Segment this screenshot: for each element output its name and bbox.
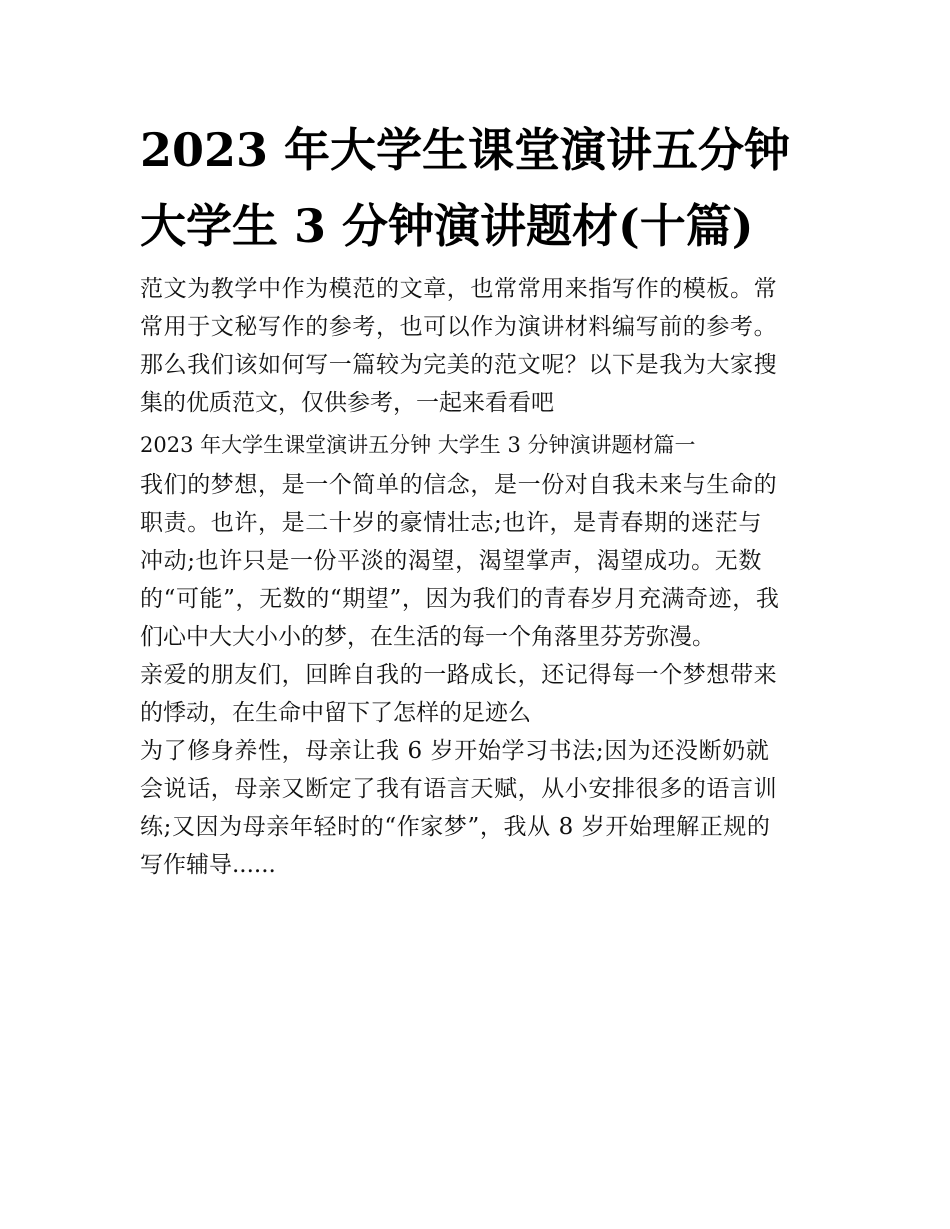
body-paragraph-1 — [140, 466, 812, 656]
title-line-1: 2023 年大学生课堂演讲五分钟 — [140, 123, 791, 177]
title-line-2: 大学生 3 分钟演讲题材(十篇) — [140, 199, 754, 253]
paragraph-line: 练;又因为母亲年轻时的“作家梦”，我从 8 岁开始理解正规的 — [140, 814, 771, 840]
paragraph-line: 们心中大大小小的梦，在生活的每一个角落里芬芳弥漫。 — [140, 624, 715, 650]
paragraph-line: 冲动;也许只是一份平淡的渴望，渴望掌声，渴望成功。无数 — [140, 548, 762, 574]
document-page — [140, 112, 812, 884]
intro-line: 范文为教学中作为模范的文章，也常常用来指写作的模板。常 — [140, 276, 778, 302]
intro-line: 那么我们该如何写一篇较为完美的范文呢？以下是我为大家搜 — [140, 352, 778, 378]
paragraph-line: 的“可能”，无数的“期望”，因为我们的青春岁月充满奇迹，我 — [140, 586, 780, 612]
intro-paragraph — [140, 270, 812, 422]
paragraph-line: 的悸动，在生命中留下了怎样的足迹么 — [140, 700, 531, 726]
paragraph-line: 亲爱的朋友们，回眸自我的一路成长，还记得每一个梦想带来 — [140, 662, 778, 688]
body-paragraph-2 — [140, 656, 812, 732]
paragraph-line: 写作辅导...... — [140, 852, 276, 878]
paragraph-line: 为了修身养性，母亲让我 6 岁开始学习书法;因为还没断奶就 — [140, 738, 770, 764]
section-heading: 2023 年大学生课堂演讲五分钟 大学生 3 分钟演讲题材篇一 — [140, 433, 696, 457]
paragraph-line: 职责。也许，是二十岁的豪情壮志;也许，是青春期的迷茫与 — [140, 510, 762, 536]
body-paragraph-3 — [140, 732, 812, 884]
intro-line: 常用于文秘写作的参考，也可以作为演讲材料编写前的参考。 — [140, 314, 778, 340]
document-title — [140, 112, 812, 264]
paragraph-line: 会说话，母亲又断定了我有语言天赋，从小安排很多的语言训 — [140, 776, 778, 802]
paragraph-line: 我们的梦想，是一个简单的信念，是一份对自我未来与生命的 — [140, 472, 778, 498]
intro-line: 集的优质范文，仅供参考，一起来看看吧 — [140, 390, 554, 416]
